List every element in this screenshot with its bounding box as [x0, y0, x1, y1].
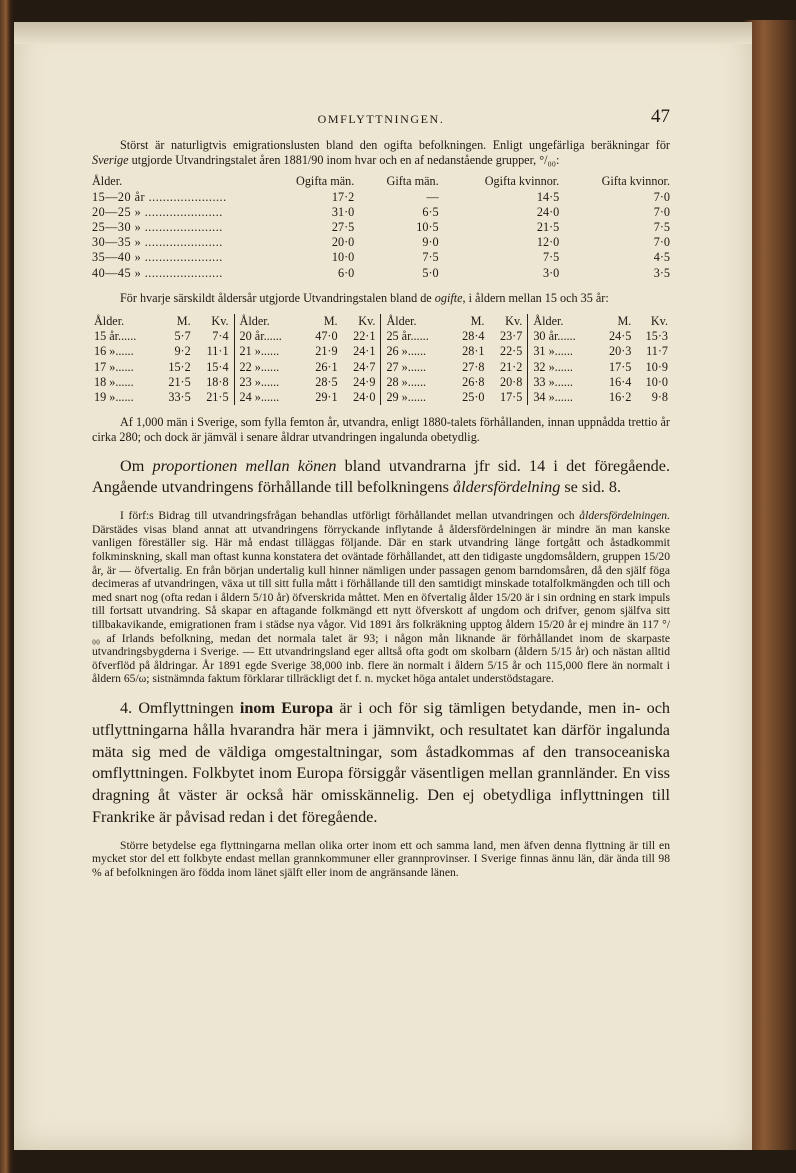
- table-cell: 29 »......: [386, 390, 427, 405]
- para2-text-a: För hvarje särskildt åldersår utgjorde Utvandringstalen bland de: [120, 290, 435, 305]
- table-row: [92, 344, 670, 359]
- table-cell: 24·0: [340, 390, 381, 405]
- intro-text-a: Störst är naturligtvis emigrationslusten bland den ogifta befolkningen. Enligt ungefärliga beräkningar för: [120, 138, 670, 152]
- col-header: M.: [470, 314, 485, 329]
- table-cell: 20·3: [609, 344, 632, 359]
- col-header: Ålder.: [92, 174, 123, 189]
- table-cell: 16·2: [609, 390, 632, 405]
- table-cell: 14·5: [536, 189, 560, 204]
- paragraph-unmarried: [92, 291, 670, 306]
- table-cell: 16·4: [609, 374, 632, 389]
- table-cell: 26·8: [462, 374, 485, 389]
- age-year-table: [92, 314, 670, 405]
- table-cell: 10·0: [645, 374, 668, 389]
- table-cell: 26·1: [315, 359, 338, 374]
- table-cell: 24·7: [340, 360, 381, 375]
- para2-text-italic: ogifte: [434, 290, 463, 305]
- table-cell: 31·0: [331, 204, 355, 219]
- col-header: Ogifta män.: [296, 174, 355, 189]
- table-cell: 11·7: [646, 344, 668, 359]
- table-cell: 10·0: [331, 250, 355, 265]
- table-row: [92, 190, 670, 205]
- table-cell: 28 »......: [386, 374, 427, 389]
- page-sheet: [14, 22, 752, 1150]
- table-cell: 25—30 » ......................: [92, 220, 223, 235]
- table-cell: 27·5: [331, 220, 355, 235]
- table-cell: 27·8: [462, 359, 485, 374]
- marital-status-table: [92, 174, 670, 280]
- table-cell: —: [426, 189, 439, 204]
- table-cell: 24·1: [340, 344, 381, 359]
- page-number: 47: [651, 106, 670, 127]
- table-cell: 17·5: [486, 390, 527, 405]
- section4-text-a: 4. Omflyttningen: [120, 698, 240, 717]
- col-header: Kv.: [340, 314, 381, 329]
- table-cell: 27 »......: [386, 359, 427, 374]
- table-cell: 23 »......: [239, 374, 280, 389]
- col-header: M.: [176, 314, 191, 329]
- table-row: [92, 266, 670, 281]
- table-cell: 47·0: [315, 329, 338, 344]
- table-cell: 28·5: [315, 374, 338, 389]
- table-cell: 32 »......: [533, 359, 573, 374]
- table-row: [92, 329, 670, 344]
- table-cell: 20·8: [486, 375, 527, 390]
- table-cell: 15·3: [645, 329, 668, 344]
- table-row: [92, 205, 670, 220]
- table-cell: 20—25 » ......................: [92, 204, 223, 219]
- para2-text-b: , i åldern mellan 15 och 35 år:: [462, 290, 609, 305]
- table-cell: 17·5: [609, 359, 632, 374]
- table-cell: 9·2: [174, 344, 191, 359]
- table-cell: 6·0: [338, 265, 355, 280]
- col-header: Kv.: [650, 314, 668, 329]
- paragraph-thousand-men: Af 1,000 män i Sverige, som fylla femton år, utvandra, enligt 1880-talets förhållanden, innan uppnådda trettio år cirka 280; och dock är jämväl i senare åldrar utvandringen ingalunda obetydlig.: [92, 415, 670, 445]
- col-header: Kv.: [486, 314, 527, 329]
- table-cell: 21 »......: [239, 344, 280, 359]
- table-cell: 22 »......: [239, 359, 280, 374]
- table-cell: 22·5: [486, 344, 527, 359]
- table-cell: 21·2: [486, 360, 527, 375]
- para4-text-a: Om: [120, 456, 153, 475]
- table-cell: 35—40 » ......................: [92, 250, 223, 265]
- col-header: Ålder.: [239, 314, 270, 329]
- col-header: Ålder.: [386, 314, 417, 329]
- table-cell: 9·0: [422, 235, 439, 250]
- col-header: M.: [323, 314, 338, 329]
- col-header: Ålder.: [94, 314, 125, 329]
- table-cell: 25 år......: [386, 329, 429, 344]
- para4-text-italic-2: åldersfördelning: [452, 478, 561, 497]
- table-cell: 24·0: [536, 204, 560, 219]
- table-cell: 5·0: [422, 265, 439, 280]
- table-row: [92, 360, 670, 375]
- para4-text-c: se sid. 8.: [560, 478, 622, 497]
- table-cell: 21·5: [168, 374, 191, 389]
- section-4-paragraph: [92, 698, 670, 829]
- table-cell: 21·9: [315, 344, 338, 359]
- running-head: [92, 104, 670, 134]
- table-cell: 20 år......: [239, 329, 282, 344]
- table-cell: 15—20 år ......................: [92, 189, 227, 204]
- table-cell: 7·5: [542, 250, 560, 265]
- table-cell: 5·7: [174, 329, 191, 344]
- table-header-row: [92, 314, 670, 329]
- paragraph-internal-migration: Större betydelse ega flyttningarna mellan olika orter inom ett och samma land, men äfven denna flyttning är till en mycket stor del ett folkbyte endast mellan grannkommuner eller grannprovinser. I Sverige finnas ännu län, där ända till 98 % af befolkningen äro födda inom länet själft eller inom de angränsande länen.: [92, 838, 670, 879]
- table-cell: 9·8: [651, 390, 668, 405]
- col-header: Ålder.: [533, 314, 564, 329]
- table-cell: 6·5: [422, 204, 439, 219]
- table-cell: 7·0: [653, 204, 670, 219]
- table-row: [92, 375, 670, 390]
- table-cell: 17 »......: [94, 359, 134, 374]
- para5-text-a: I förf:s Bidrag till utvandringsfrågan behandlas utförligt förhållandet mellan utvandringen och: [120, 509, 580, 523]
- table-cell: 15 år......: [94, 329, 137, 344]
- table-cell: 28·4: [462, 329, 485, 344]
- table-cell: 33 »......: [533, 374, 573, 389]
- table-cell: 34 »......: [533, 390, 573, 405]
- table-cell: 21·5: [536, 220, 560, 235]
- col-header: Gifta män.: [386, 174, 439, 189]
- table-cell: 12·0: [536, 235, 560, 250]
- table-cell: 31 »......: [533, 344, 573, 359]
- para5-text-b: Därstädes visas bland annat att utvandringens förryckande inflytande å åldersfördelningen är mindre än man kanske vanligen föreställer sig. Här må endast tilläggas följande. Där en stark utvandring länge fortgått och åstadkommit folkminskning, skall man oftast kunna konstatera det oväntade förhållandet, att den tidigaste ungdomsåldern, gruppen 15/20 år, är — öfvertalig. En från början undertalig kull hinner nämligen under passagen genom barndomsåren, då den själf föga decimeras af utvandringen, växa ut till sitt fulla mått i förhållande till den samtidigt minskade totalfolkmängden och till och med snart nog (ofta redan i åldern 5/10 år) öfverskrida måttet. Men en öfvertalig ålder 15/20 är i sin ordning en stark impuls till fortsatt utvandring. Så skapar en aftagande folkmängd ett nytt öfverskott af ungdom och drifver, genom själfva sitt tillbakavikande, emigrationen fram i städse nya vågor. Vid 1891 års folkräkning upptog åldern 15/20 år ej mindre än 117 °/₀₀ af Irlands befolkning, medan det normala talet är 93; i någon mån liknande är förhållandet inom de skarpaste utvandringsbygderna i Sverige. — Ett utvandringsland eger alltså ofta godt om skolbarn (åldern 5/15 år) och nästan alltid öfverflöd på åldringar. År 1891 egde Sverige 38,000 inb. flere än normalt i åldern 5/15 år och 115,000 flere än normalt i åldern 65/ω; sistnämnda faktum förklarar tillräckligt det f. n. mycket höga antalet understödstagare.: [92, 522, 670, 686]
- table-cell: 21·5: [193, 390, 234, 405]
- table-header-row: [92, 174, 670, 189]
- table-row: [92, 220, 670, 235]
- table-cell: 30 år......: [533, 329, 576, 344]
- para4-text-italic-1: proportionen mellan könen: [152, 456, 337, 475]
- table-cell: 16 »......: [94, 344, 134, 359]
- running-head-title: OMFLYTTNINGEN.: [317, 112, 445, 126]
- table-cell: 25·0: [462, 390, 485, 405]
- intro-text-italic: Sverige: [92, 153, 129, 168]
- paragraph-age-distribution-note: [92, 509, 670, 686]
- table-cell: 24 »......: [239, 390, 280, 405]
- table-cell: 18 »......: [94, 374, 134, 389]
- table-cell: 40—45 » ......................: [92, 265, 223, 280]
- table-cell: 23·7: [486, 329, 527, 344]
- page-top-edge: [14, 22, 752, 44]
- table-cell: 4·5: [653, 250, 670, 265]
- table-cell: 19 »......: [94, 390, 134, 405]
- col-header: Ogifta kvinnor.: [484, 174, 560, 189]
- table-cell: 22·1: [340, 329, 381, 344]
- intro-paragraph: [92, 138, 670, 168]
- table-cell: 20·0: [331, 235, 355, 250]
- table-cell: 29·1: [315, 390, 338, 405]
- col-header: M.: [617, 314, 632, 329]
- table-row: [92, 250, 670, 265]
- table-cell: 10·5: [416, 220, 439, 235]
- paragraph-sex-proportion: [92, 456, 670, 500]
- table-cell: 15·2: [168, 359, 191, 374]
- table-cell: 33·5: [168, 390, 191, 405]
- table-row: [92, 390, 670, 405]
- para5-text-italic: åldersfördelningen.: [579, 509, 670, 523]
- table-cell: 26 »......: [386, 344, 427, 359]
- table-cell: 7·5: [653, 220, 670, 235]
- para4-text-b: bland utvandrarna jfr sid. 14 i det föregående. Angående utvandringens förhållande till befolkningens: [92, 456, 671, 497]
- table-cell: 17·2: [331, 189, 355, 204]
- table-cell: 3·0: [542, 265, 560, 280]
- table-cell: 15·4: [193, 360, 234, 375]
- table-row: [92, 235, 670, 250]
- table-cell: 18·8: [193, 375, 234, 390]
- table-cell: 11·1: [193, 344, 234, 359]
- table-cell: 7·0: [653, 235, 670, 250]
- table-cell: 30—35 » ......................: [92, 235, 223, 250]
- table-cell: 3·5: [653, 265, 670, 280]
- table-cell: 7·0: [653, 189, 670, 204]
- table-cell: 24·5: [609, 329, 632, 344]
- col-header: Gifta kvinnor.: [601, 174, 670, 189]
- col-header: Kv.: [193, 314, 234, 329]
- page-content: [92, 104, 670, 880]
- table-cell: 7·5: [422, 250, 439, 265]
- table-cell: 24·9: [340, 375, 381, 390]
- table-cell: 7·4: [193, 329, 234, 344]
- table-cell: 10·9: [645, 359, 668, 374]
- table-cell: 28·1: [462, 344, 485, 359]
- section4-text-b: är i och för sig tämligen betydande, men in- och utflyttningarna hålla hvarandra här mera i jämnvikt, och resultatet kan därför ingalunda mäta sig med de väldiga omgestaltningar, som åstadkommas af den transoceaniska omflyttningen. Folkbytet inom Europa försiggår väsentligen mellan grannländer. En viss dragning åt väster är också här omisskännelig. Den ej obetydliga inflyttningen till Frankrike är påvisad redan i det föregående.: [92, 698, 670, 826]
- intro-text-b: utgjorde Utvandringstalet åren 1881/90 inom hvar och en af nedanstående grupper, °/₀₀:: [128, 153, 560, 168]
- section4-text-bold: inom Europa: [239, 698, 334, 717]
